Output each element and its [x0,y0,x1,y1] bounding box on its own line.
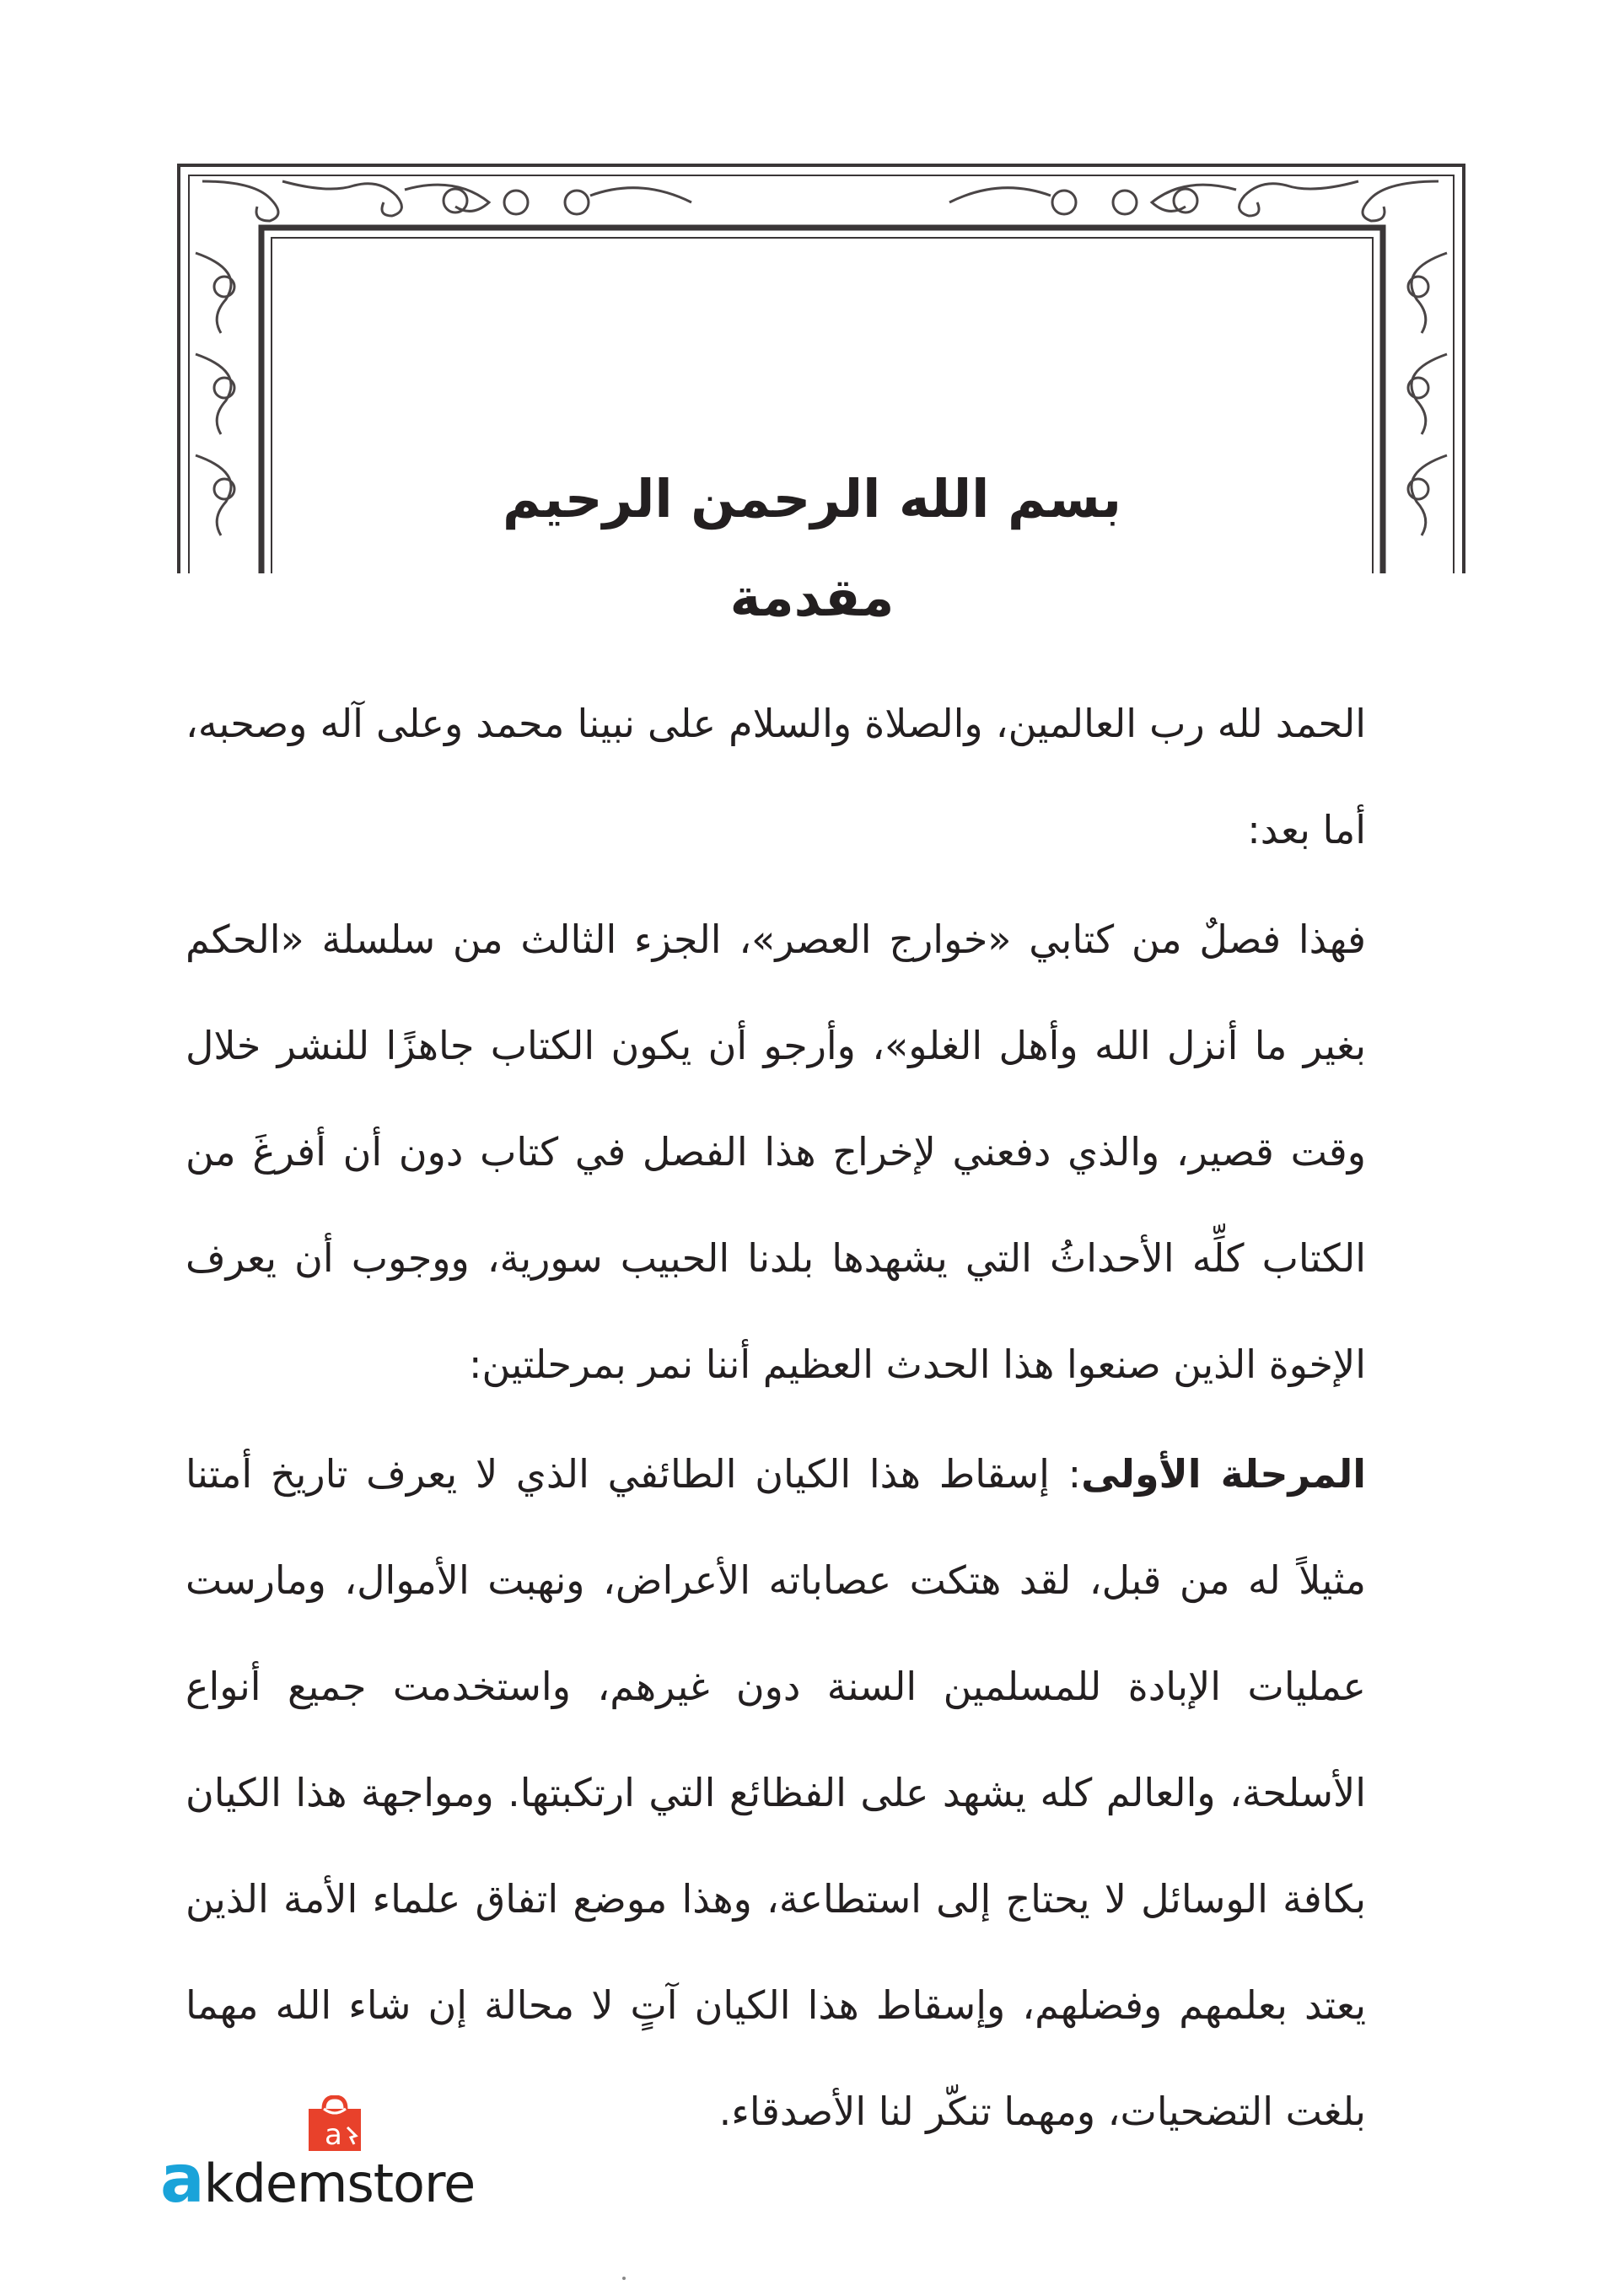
body-text [186,670,1366,2164]
top-scroll-ring [1174,189,1197,212]
top-scroll [282,181,401,216]
top-scroll-ring [504,191,528,214]
basmala-heading: بسم الله الرحمن الرحيم [502,468,1122,530]
stage-one-text: : إسقاط هذا الكيان الطائفي الذي لا يعرف تاريخ أمتنا مثيلاً له من قبل، لقد هتكت عصاباته الأعراض، ونهبت الأموال، ومارست عمليات الإبادة للمسلمين السنة دون غيرهم، واستخدمت جميع أنواع الأسلحة، والعالم كله يشهد على الفظائع التي ارتكبتها. ومواجهة هذا الكيان بكافة الوسائل لا يحتاج إلى استطاعة، وهذا موضع اتفاق علماء الأمة الذين يعتد بعلمهم وفضلهم، وإسقاط هذا الكيان آتٍ لا محالة إن شاء الله مهما بلغت التضحيات، ومهما تنكّر لنا الأصدقاء. [186,1451,1366,2134]
stage-one-lead: المرحلة الأولى [1081,1451,1367,1497]
logo-icon-letter: a [325,2118,342,2152]
page-speck [622,2277,626,2280]
top-scroll-ring [444,189,467,212]
side-scroll-left [196,354,231,434]
top-scroll-ring [565,191,589,214]
paragraph-opening: الحمد لله رب العالمين، والصلاة والسلام على نبينا محمد وعلى آله وصحبه، أما بعد: [186,701,1366,852]
page-title: مقدمة [729,567,895,628]
brand-first-letter: a [160,2142,204,2218]
brand-rest: kdemstore [203,2153,476,2214]
top-scroll-ring [1052,191,1076,214]
corner-scroll-tl [202,181,278,221]
top-scroll [590,188,691,202]
paragraph-stage-one [186,1421,1366,2164]
corner-scroll-tr [1363,181,1438,221]
top-scroll [1240,181,1358,216]
side-scroll-left [196,253,231,333]
side-scroll-right [1412,253,1447,333]
side-scroll-right [1412,354,1447,434]
brand-name [160,2142,476,2218]
store-logo [160,2095,523,2218]
top-scroll [949,188,1051,202]
top-scroll-ring [1113,191,1137,214]
paragraph-intro: فهذا فصلٌ من كتابي «خوارج العصر»، الجزء الثالث من سلسلة «الحكم بغير ما أنزل الله وأهل الغلو»، وأرجو أن يكون الكتاب جاهزًا للنشر خلال وقت قصير، والذي دفعني لإخراج هذا الفصل في كتاب دون أن أفرغَ من الكتاب كلِّه الأحداثُ التي يشهدها بلدنا الحبيب سورية، ووجوب أن يعرف الإخوة الذين صنعوا هذا الحدث العظيم أننا نمر بمرحلتين: [186,917,1366,1387]
